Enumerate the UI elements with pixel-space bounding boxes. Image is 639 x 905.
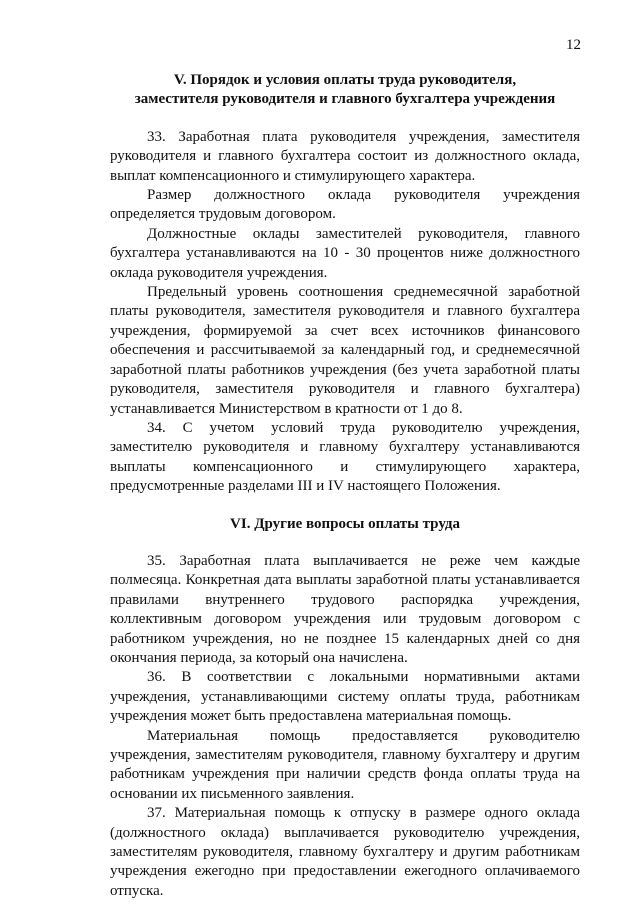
- paragraph-36: 36. В соответствии с локальными нормативными актами учреждения, устанавливающими систему оплаты труда, работникам учреждения может быть предоставлена материальная помощь.: [110, 669, 580, 725]
- section-6-heading: VI. Другие вопросы оплаты труда: [230, 515, 460, 532]
- page-number: 12: [566, 37, 581, 53]
- document-body: [110, 71, 580, 901]
- paragraph-33-salary-ratio: Предельный уровень соотношения среднемесячной заработной платы руководителя, заместителя руководителя и главного бухгалтера учреждения, формируемой за счет всех источников финансового обеспечения и рассчитываемой за календарный год, и среднемесячной заработной платы работников учреждения (без учета заработной платы руководителя, заместителя руководителя и главного бухгалтера) устанавливается Министерством в кратности от 1 до 8.: [110, 284, 580, 417]
- paragraph-33: 33. Заработная плата руководителя учреждения, заместителя руководителя и главного бухгалтера состоит из должностного оклада, выплат компенсационного и стимулирующего характера.: [110, 128, 580, 184]
- paragraph-34: 34. С учетом условий труда руководителю учреждения, заместителю руководителя и главному бухгалтеру устанавливаются выплаты компенсационного и стимулирующего характера, предусмотренные разделами III и IV настоящего Положения.: [110, 419, 580, 495]
- paragraph-35: 35. Заработная плата выплачивается не реже чем каждые полмесяца. Конкретная дата выплаты заработной платы устанавливается правилами внутреннего трудового распорядка учреждения, коллективным договором учреждения или трудовым договором с работником учреждения, но не позднее 15 календарных дней со дня окончания периода, за который она начислена.: [110, 552, 580, 666]
- paragraph-37: 37. Материальная помощь к отпуску в размере одного оклада (должностного оклада) выплачивается руководителю учреждения, заместителям руководителя, главному бухгалтеру и другим работникам учреждения ежегодно при предоставлении ежегодного оплачиваемого отпуска.: [110, 805, 580, 899]
- paragraph-33-salary-size: Размер должностного оклада руководителя учреждения определяется трудовым договором.: [110, 187, 580, 223]
- section-5-heading: [110, 71, 580, 110]
- section-5-heading-line-2: заместителя руководителя и главного бухгалтера учреждения: [134, 91, 556, 108]
- paragraph-36-material-aid: Материальная помощь предоставляется руководителю учреждения, заместителям руководителя, главному бухгалтеру и другим работникам учреждения при наличии средств фонда оплаты труда на основании их письменного заявления.: [110, 727, 580, 802]
- section-5-heading-line-1: V. Порядок и условия оплаты труда руководителя,: [173, 72, 517, 88]
- paragraph-33-deputy-salaries: Должностные оклады заместителей руководителя, главного бухгалтера устанавливаются на 10 - 30 процентов ниже должностного оклада руководителя учреждения.: [110, 225, 580, 281]
